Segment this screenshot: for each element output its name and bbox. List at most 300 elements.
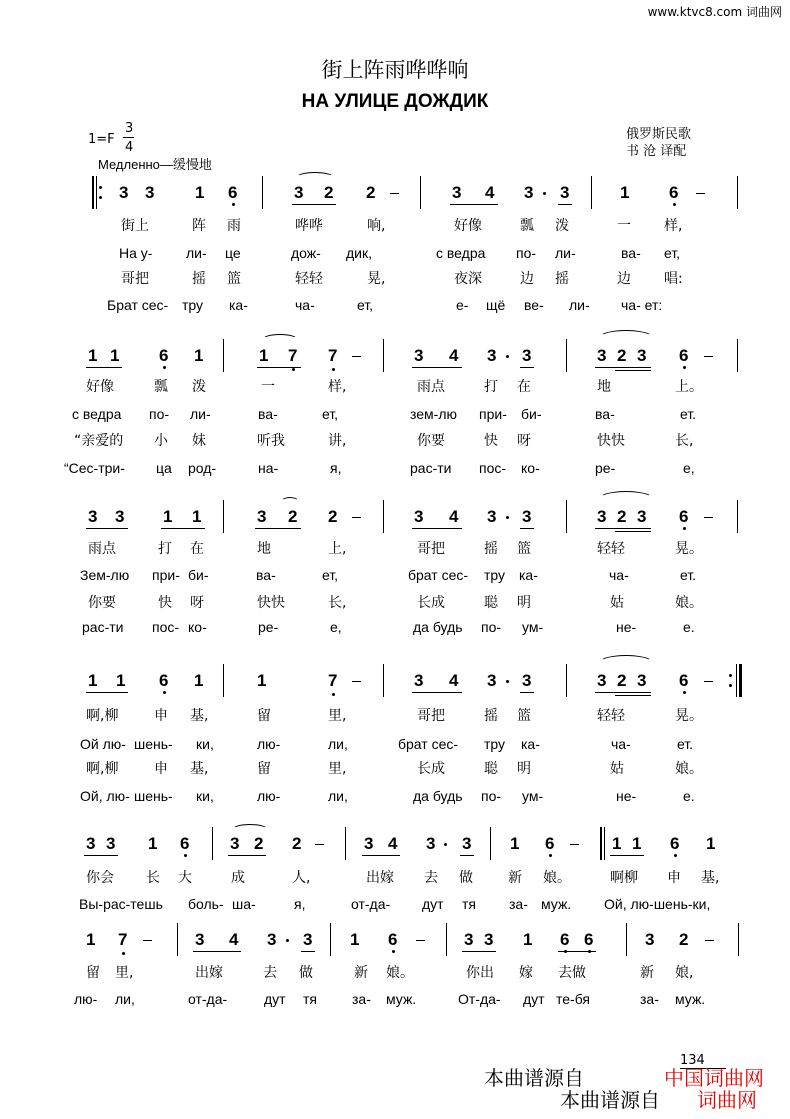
note: 3 (115, 507, 125, 526)
lyric: 晃。 (675, 708, 703, 724)
footer-site: 词曲网 (697, 1088, 757, 1112)
lyric: за- (509, 896, 528, 912)
lyric: тру (484, 736, 506, 752)
slur (599, 491, 653, 506)
lyric: ча- (295, 297, 315, 313)
lyric: ки, (196, 788, 214, 804)
note: 3 (522, 346, 532, 365)
augmentation-dot (506, 680, 509, 683)
lyric: ум- (522, 619, 544, 635)
lyric: шень- (134, 736, 173, 752)
lyric: 快快 (597, 433, 625, 449)
extension-dash (352, 517, 361, 518)
low-octave-dot (683, 691, 686, 694)
note: 3 (414, 671, 424, 690)
lyric: ли- (555, 245, 576, 261)
eighth-beam (193, 951, 241, 952)
eighth-beam (86, 528, 128, 529)
slur (262, 334, 298, 345)
lyric: ет, (322, 406, 339, 422)
lyric: 基, (190, 708, 209, 724)
lyric: ли, (115, 991, 135, 1007)
eighth-beam (412, 528, 462, 529)
note: 1 (88, 346, 98, 365)
barline (383, 339, 384, 372)
lyric: по- (149, 406, 170, 422)
lyric: ли- (569, 297, 590, 313)
extension-dash (352, 681, 361, 682)
lyric: 雨 (227, 218, 241, 234)
lyric: щё (486, 297, 506, 313)
lyric: ет. (677, 736, 694, 752)
note: 6 (180, 834, 190, 853)
lyric: с ведра (72, 406, 122, 422)
note: 6 (159, 671, 169, 690)
eighth-beam (412, 692, 462, 693)
lyric: ва- (256, 567, 276, 583)
song-origin: 俄罗斯民歌 (626, 127, 692, 142)
barline (223, 664, 224, 697)
lyric: 在 (517, 379, 531, 395)
lyric: 打 (484, 379, 498, 395)
note: 3 (267, 930, 277, 949)
lyric: ча- (609, 567, 629, 583)
augmentation-dot (543, 192, 546, 195)
note: 1 (86, 930, 96, 949)
extension-dash (705, 940, 714, 941)
lyric: при- (479, 406, 507, 422)
slur (599, 330, 653, 345)
note: 1 (194, 671, 204, 690)
note: 3 (88, 507, 98, 526)
page-number: 134 (680, 1053, 705, 1068)
lyric: 边 (520, 271, 534, 287)
lyric: 里, (115, 965, 134, 981)
barline (212, 827, 213, 860)
note: 3 (294, 183, 304, 202)
lyric: 做 (459, 870, 473, 886)
note: 3 (645, 930, 655, 949)
note: 3 (106, 834, 116, 853)
lyric: 哥把 (121, 271, 149, 287)
note: 3 (522, 507, 532, 526)
extension-dash (315, 844, 324, 845)
time-fraction-bar (123, 137, 134, 138)
lyric: 摇 (484, 541, 498, 557)
note: 3 (86, 834, 96, 853)
repeat-dot (729, 684, 732, 687)
lyric: 好像 (454, 218, 482, 234)
lyric: На у- (119, 245, 153, 261)
note: 1 (706, 834, 716, 853)
lyric: 篮 (517, 541, 531, 557)
lyric: 留 (257, 708, 271, 724)
lyric: ко- (188, 619, 207, 635)
barline (383, 664, 384, 697)
barline (177, 923, 178, 956)
barline (737, 339, 738, 372)
note: 1 (195, 183, 205, 202)
lyric: я, (294, 896, 306, 912)
note: 1 (257, 671, 267, 690)
lyric: е. (683, 788, 695, 804)
lyric: це (225, 245, 241, 261)
lyric: 长成 (417, 761, 445, 777)
lyric: 摇 (192, 271, 206, 287)
extension-dash (143, 940, 152, 941)
eighth-beam (520, 367, 534, 368)
lyric: 出嫁 (366, 870, 394, 886)
augmentation-dot (444, 843, 447, 846)
lyric: дут (264, 991, 286, 1007)
lyric: 妹 (192, 433, 206, 449)
lyric: От-да- (458, 991, 501, 1007)
lyric: 明 (517, 761, 531, 777)
low-octave-dot (122, 952, 125, 955)
note: 7 (328, 346, 338, 365)
lyric: би- (521, 406, 542, 422)
lyric: 明 (517, 595, 531, 611)
lyric: пос- (479, 460, 507, 476)
lyric: “Сес-три- (64, 460, 125, 476)
lyric: 瓢 (154, 379, 168, 395)
lyric: 姑 (610, 595, 624, 611)
note: 3 (560, 183, 570, 202)
lyric: ша- (232, 896, 256, 912)
lyric: дик, (346, 245, 373, 261)
lyric: 里, (328, 708, 347, 724)
translator: 书 沧 译配 (626, 144, 687, 159)
eighth-beam (520, 692, 534, 693)
lyric: 你会 (86, 870, 114, 886)
low-octave-dot (673, 203, 676, 206)
note: 3 (257, 507, 267, 526)
note: 3 (414, 346, 424, 365)
lyric: Ой лю- (80, 736, 126, 752)
lyric: 篮 (517, 708, 531, 724)
eighth-beam (412, 367, 462, 368)
eighth-beam (362, 855, 400, 856)
extension-dash (416, 940, 425, 941)
low-octave-dot (232, 203, 235, 206)
eighth-beam (301, 951, 315, 952)
lyric: 泼 (555, 218, 569, 234)
barline (262, 176, 263, 209)
barline (490, 827, 491, 860)
lyric: 样, (664, 218, 683, 234)
repeat-dot (99, 196, 102, 199)
lyric: 新 (508, 870, 522, 886)
lyric: 摇 (555, 271, 569, 287)
lyric: 啊,柳 (86, 708, 119, 724)
lyric: 轻轻 (295, 271, 323, 287)
lyric: муж. (675, 991, 706, 1007)
footer-site-partial: 中国词曲网 (664, 1066, 764, 1090)
lyric: зем-лю (410, 406, 458, 422)
lyric: я, (330, 460, 342, 476)
note: 2 (292, 834, 302, 853)
lyric: 一 (261, 379, 275, 395)
barline (383, 500, 384, 533)
lyric: ки, (196, 736, 214, 752)
lyric: при- (152, 567, 180, 583)
low-octave-dot (163, 366, 166, 369)
note: 1 (194, 346, 204, 365)
sixteenth-beam (615, 695, 651, 696)
note: 2 (617, 671, 627, 690)
lyric: 娘。 (675, 761, 703, 777)
eighth-beam (161, 528, 205, 529)
lyric: рас-ти (82, 619, 124, 635)
note: 1 (110, 346, 120, 365)
note: 4 (449, 507, 459, 526)
lyric: ца (156, 460, 172, 476)
extension-dash (704, 517, 713, 518)
lyric: ли- (190, 406, 211, 422)
lyric: 长 (146, 870, 160, 886)
note: 3 (426, 834, 436, 853)
lyric: те-бя (556, 991, 590, 1007)
lyric: би- (188, 567, 209, 583)
lyric: 在 (190, 541, 204, 557)
lyric: Ой, лю- (80, 788, 130, 804)
note: 1 (148, 834, 158, 853)
double-barline (604, 827, 605, 860)
lyric: ко- (521, 460, 540, 476)
lyric: 边 (617, 271, 631, 287)
note: 7 (118, 930, 128, 949)
double-barline (600, 827, 602, 860)
lyric: Ой, лю-шень-ки, (604, 896, 711, 912)
note: 3 (524, 183, 534, 202)
eighth-beam (558, 204, 572, 205)
barline (566, 664, 567, 697)
extension-dash (696, 193, 705, 194)
repeat-bar-thick (92, 176, 94, 209)
lyric: с ведра (436, 245, 486, 261)
footer-source-partial: 本曲谱源自 (484, 1066, 584, 1090)
lyric: 哥把 (417, 541, 445, 557)
lyric: тру (484, 567, 506, 583)
lyric: е, (330, 619, 342, 635)
note: 3 (597, 346, 607, 365)
lyric: 轻轻 (597, 541, 625, 557)
note: 1 (116, 671, 126, 690)
note: 3 (522, 671, 532, 690)
lyric: 快快 (257, 595, 285, 611)
repeat-dot (99, 186, 102, 189)
eighth-beam (462, 951, 496, 952)
lyric: 快 (484, 433, 498, 449)
lyric: дож- (291, 245, 321, 261)
note: 2 (324, 183, 334, 202)
lyric: 去做 (558, 965, 586, 981)
lyric: ча- ет: (621, 297, 663, 313)
lyric: е, (683, 460, 695, 476)
lyric: 做 (299, 965, 313, 981)
lyric: 小 (154, 433, 168, 449)
lyric: 人, (292, 870, 311, 886)
low-octave-dot (332, 693, 335, 696)
lyric: 申 (154, 761, 168, 777)
barline (566, 339, 567, 372)
note: 6 (669, 183, 679, 202)
lyric: 晃。 (675, 541, 703, 557)
lyric: 啊柳 (610, 870, 638, 886)
lyric: ре- (258, 619, 279, 635)
lyric: ет, (664, 245, 681, 261)
slur (296, 172, 334, 183)
repeat-bar-thick (739, 664, 742, 697)
lyric: брат сес- (408, 567, 469, 583)
lyric: ка- (521, 736, 540, 752)
lyric: ва- (595, 406, 615, 422)
lyric: дут (523, 991, 545, 1007)
lyric: тру (182, 297, 204, 313)
lyric: ет. (680, 406, 697, 422)
lyric: по- (481, 788, 502, 804)
lyric: 唱: (664, 271, 683, 287)
lyric: да будь (413, 788, 463, 804)
lyric: 娘。 (543, 870, 571, 886)
lyric: рас-ти (410, 460, 452, 476)
note: 1 (632, 834, 642, 853)
lyric: лю- (257, 788, 281, 804)
note: 3 (462, 834, 472, 853)
lyric: 打 (158, 541, 172, 557)
lyric: ет. (680, 567, 697, 583)
lyric: 摇 (484, 708, 498, 724)
lyric: 留 (257, 761, 271, 777)
eighth-beam (450, 204, 498, 205)
lyric: 留 (86, 965, 100, 981)
lyric: ли, (328, 736, 348, 752)
lyric: 响, (367, 218, 386, 234)
lyric: ча- (611, 736, 631, 752)
lyric: ет, (322, 567, 339, 583)
note: 1 (163, 507, 173, 526)
eighth-beam (595, 528, 651, 529)
note: 3 (597, 507, 607, 526)
eighth-beam (84, 855, 118, 856)
note: 4 (229, 930, 239, 949)
lyric: 一 (617, 218, 631, 234)
lyric: 哗哗 (295, 218, 323, 234)
eighth-beam (86, 367, 122, 368)
lyric: 娘。 (386, 965, 414, 981)
lyric: муж. (541, 896, 572, 912)
extension-dash (352, 356, 361, 357)
lyric: 好像 (86, 379, 114, 395)
note: 1 (350, 930, 360, 949)
note: 7 (288, 346, 298, 365)
lyric: брат сес- (398, 736, 459, 752)
note: 1 (510, 834, 520, 853)
lyric: 讲, (328, 433, 347, 449)
barline (330, 923, 331, 956)
note: 3 (487, 346, 497, 365)
eighth-beam (460, 855, 474, 856)
low-octave-dot (683, 527, 686, 530)
barline (566, 500, 567, 533)
lyric: род- (188, 460, 217, 476)
note: 3 (637, 671, 647, 690)
lyric: 瓢 (520, 218, 534, 234)
footer-source: 本曲谱源自 (560, 1088, 660, 1112)
extension-dash (390, 193, 399, 194)
augmentation-dot (506, 355, 509, 358)
note: 1 (620, 183, 630, 202)
lyric: ве- (524, 297, 544, 313)
note: 6 (670, 834, 680, 853)
title-russian: НА УЛИЦЕ ДОЖДИК (301, 91, 489, 112)
lyric: е. (683, 619, 695, 635)
lyric: ум- (522, 788, 544, 804)
note: 7 (328, 671, 338, 690)
note: 3 (230, 834, 240, 853)
time-bottom: 4 (125, 140, 134, 155)
lyric: пос- (152, 619, 180, 635)
lyric: 晃, (367, 271, 386, 287)
augmentation-dot (506, 516, 509, 519)
barline (223, 339, 224, 372)
lyric: 申 (667, 870, 681, 886)
extension-dash (704, 356, 713, 357)
lyric: Вы-рас-тешь (79, 896, 163, 912)
title-chinese: 街上阵雨哗哗响 (321, 58, 469, 82)
lyric: по- (481, 619, 502, 635)
eighth-beam (257, 367, 301, 368)
lyric: ли- (186, 245, 207, 261)
note: 3 (195, 930, 205, 949)
lyric: за- (352, 991, 371, 1007)
note: 3 (484, 930, 494, 949)
barline (737, 500, 738, 533)
tempo-marking: Медленно—缓慢地 (98, 157, 212, 172)
low-octave-dot (292, 368, 295, 371)
note: 3 (637, 346, 647, 365)
lyric: 篮 (227, 271, 241, 287)
repeat-dot (729, 674, 732, 677)
note: 3 (364, 834, 374, 853)
low-octave-dot (683, 366, 686, 369)
lyric: 大 (178, 870, 192, 886)
lyric: 夜深 (454, 271, 482, 287)
lyric: ре- (595, 460, 616, 476)
lyric: 呀 (517, 433, 531, 449)
eighth-beam (255, 528, 301, 529)
lyric: не- (616, 619, 637, 635)
note: 4 (449, 671, 459, 690)
barline (626, 923, 627, 956)
lyric: 基, (701, 870, 720, 886)
note: 3 (145, 183, 155, 202)
note: 2 (328, 507, 338, 526)
sixteenth-beam (615, 370, 651, 371)
lyric: 你要 (417, 433, 445, 449)
lyric: ка- (229, 297, 248, 313)
barline (591, 176, 592, 209)
lyric: ет, (357, 297, 374, 313)
slur (281, 497, 299, 506)
low-octave-dot (332, 368, 335, 371)
note: 6 (679, 346, 689, 365)
note: 4 (449, 346, 459, 365)
note: 6 (560, 930, 570, 949)
lyric: 聪 (484, 595, 498, 611)
lyric: да будь (413, 619, 463, 635)
lyric: 雨点 (88, 541, 116, 557)
